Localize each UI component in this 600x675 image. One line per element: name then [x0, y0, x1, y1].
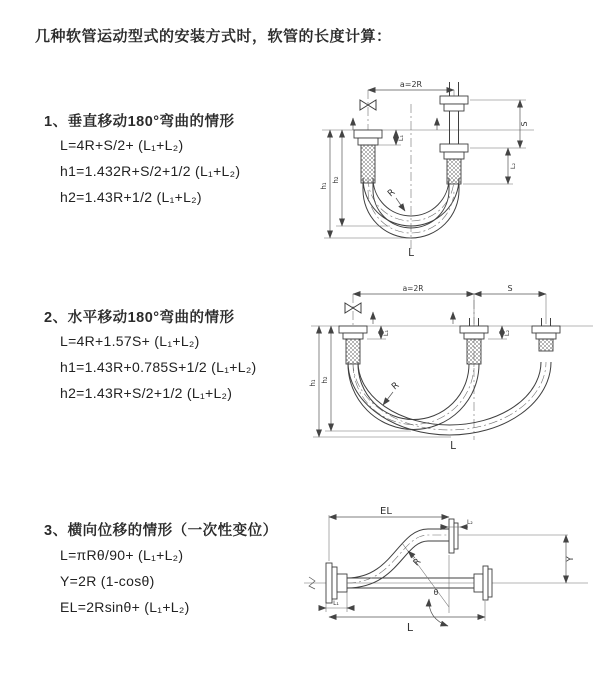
moving-pipe: [440, 82, 468, 184]
section-1-heading: 1、垂直移动180°弯曲的情形: [44, 114, 235, 130]
hose-loop: [348, 362, 551, 435]
formula-line: L=4R+1.57S+ (L₁+L₂): [60, 333, 200, 349]
right-flange-original: [474, 566, 492, 600]
right-flange-displaced: [449, 519, 458, 553]
dim-label-s: S: [507, 284, 513, 293]
dim-stroke: [470, 100, 529, 148]
dim-label-r: R: [390, 380, 402, 393]
diagram-lateral-displacement: [298, 505, 588, 645]
dim-label-length: L: [406, 621, 414, 634]
dim-label-h1: h₁: [320, 182, 328, 190]
formula-line: h2=1.43R+1/2 (L₁+L₂): [60, 189, 202, 205]
dim-length: [329, 601, 485, 634]
dim-label-l1: L₁: [333, 600, 339, 607]
displaced-hose: [347, 529, 449, 588]
page-title: 几种软管运动型式的安装方式时，软管的长度计算：: [35, 28, 392, 45]
section-3-heading: 3、横向位移的情形（一次性变位）: [44, 523, 278, 539]
dim-span: [353, 284, 474, 294]
dim-label-l2: L₂: [503, 329, 511, 337]
radius-callout: [383, 381, 401, 405]
formula-line: L=4R+S/2+ (L₁+L₂): [60, 137, 184, 153]
dim-l1: [367, 326, 390, 339]
dim-label-l1: L₁: [397, 134, 405, 142]
dim-l2: [488, 326, 511, 339]
dim-label-l2: L₂: [509, 162, 517, 170]
section-3-formulas: [60, 546, 190, 624]
dim-label-theta: θ: [433, 588, 439, 597]
section-1-formulas: [60, 136, 240, 214]
dim-label-r: R: [386, 187, 398, 200]
diagram-horizontal-movement: [303, 280, 598, 452]
fixed-pipe: [339, 326, 367, 364]
dim-label-y: Y: [566, 556, 576, 562]
section-2-formulas: [60, 332, 257, 410]
dim-label-r: R: [411, 556, 424, 569]
formula-line: h1=1.43R+0.785S+1/2 (L₁+L₂): [60, 359, 257, 375]
radius-callout: [408, 551, 423, 568]
dim-label-h2: h₂: [332, 176, 340, 184]
dim-label-length: L: [450, 440, 456, 452]
dim-h2: [321, 326, 411, 431]
dim-label-a2r: a=2R: [399, 80, 423, 89]
dim-y: [566, 535, 576, 583]
angle-construction: [402, 543, 449, 626]
dim-l2: [463, 148, 517, 184]
dim-label-el: EL: [380, 506, 392, 517]
left-flange: [326, 563, 347, 603]
dim-label-h1: h₁: [309, 379, 317, 387]
diagram-vertical-movement: [308, 74, 548, 259]
dim-stroke: [474, 284, 546, 324]
formula-line: Y=2R (1-cosθ): [60, 573, 155, 589]
dim-el: [329, 506, 449, 561]
dim-label-a2r: a=2R: [402, 284, 424, 293]
dim-label-l2: L₂: [467, 519, 473, 526]
formula-line: h1=1.432R+S/2+1/2 (L₁+L₂): [60, 163, 241, 179]
section-2-heading: 2、水平移动180°弯曲的情形: [44, 310, 235, 326]
radius-callout: [386, 188, 405, 211]
formula-line: EL=2Rsinθ+ (L₁+L₂): [60, 599, 190, 615]
dim-label-s: S: [520, 121, 529, 127]
formula-line: h2=1.43R+S/2+1/2 (L₁+L₂): [60, 385, 233, 401]
dim-label-h2: h₂: [321, 376, 329, 384]
formula-line: L=πRθ/90+ (L₁+L₂): [60, 547, 184, 563]
dim-label-length: L: [408, 247, 414, 259]
fixed-pipe: [354, 130, 382, 183]
dim-label-l1: L₁: [382, 329, 390, 337]
